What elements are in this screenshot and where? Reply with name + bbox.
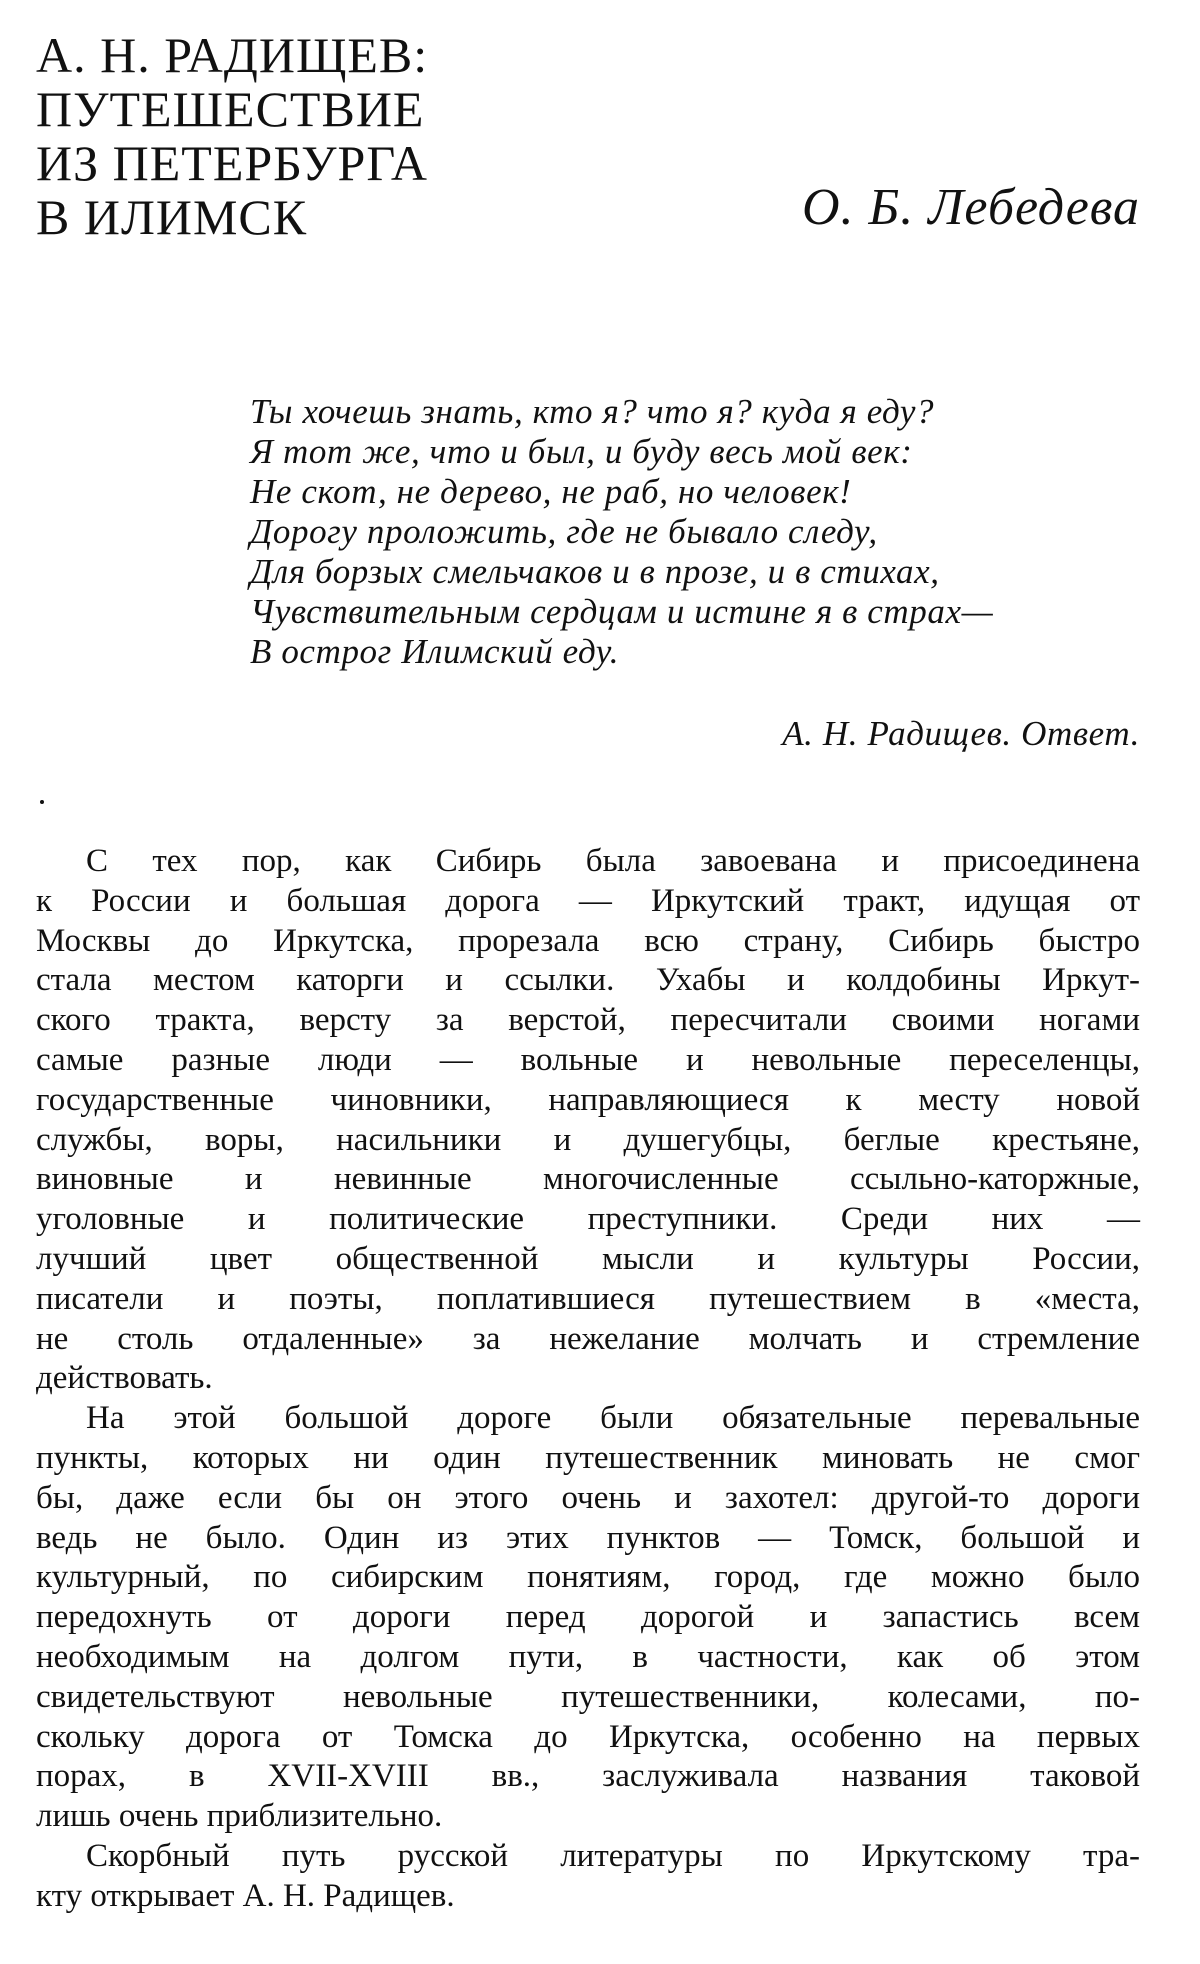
text-line: уголовные и политические преступники. Среди них — — [36, 1201, 1140, 1238]
text-line: свидетельствуют невольные путешественники, колесами, по- — [36, 1678, 1140, 1715]
text-line: кту открывает А. Н. Радищев. — [36, 1877, 455, 1914]
paragraph — [36, 1837, 1140, 1917]
text-line: передохнуть от дороги перед дорогой и запастись всем — [36, 1599, 1140, 1636]
text-line: необходимым на долгом пути, в частности, как об этом — [36, 1638, 1140, 1675]
epigraph-line: Дорогу проложить, где не бывало следу, — [250, 512, 878, 551]
epigraph-line: Я тот же, что и был, и буду весь мой век: — [250, 432, 913, 471]
text-line: лишь очень приблизительно. — [36, 1798, 443, 1835]
title-line: ПУТЕШЕСТВИЕ — [36, 81, 425, 137]
text-line: бы, даже если бы он этого очень и захотел: другой-то дороги — [36, 1479, 1140, 1516]
text-line: стала местом каторги и ссылки. Ухабы и колдобины Иркут- — [36, 962, 1140, 999]
text-line: лучший цвет общественной мысли и культуры России, — [36, 1240, 1140, 1277]
text-line: На этой большой дороге были обязательные перевальные — [86, 1400, 1140, 1437]
stray-dot — [40, 800, 44, 804]
text-line: к России и большая дорога — Иркутский тракт, идущая от — [36, 882, 1140, 919]
title-line: В ИЛИМСК — [36, 189, 308, 245]
epigraph-line: Не скот, не дерево, не раб, но человек! — [250, 472, 852, 511]
article-body — [36, 842, 1140, 1917]
epigraph — [250, 392, 1140, 753]
epigraph-line: Чувствительным сердцам и истине я в страх— — [250, 592, 994, 631]
text-line: действовать. — [36, 1360, 213, 1397]
epigraph-line: Для борзых смельчаков и в прозе, и в стихах, — [250, 552, 940, 591]
paragraph — [36, 842, 1140, 1399]
text-line: виновные и невинные многочисленные ссыльно-каторжные, — [36, 1161, 1140, 1198]
text-line: ведь не было. Один из этих пунктов — Томск, большой и — [36, 1519, 1140, 1556]
text-line: Москвы до Иркутска, прорезала всю страну, Сибирь быстро — [36, 922, 1140, 959]
text-line: государственные чиновники, направляющиеся к месту новой — [36, 1081, 1140, 1118]
article-author: О. Б. Лебедева — [801, 179, 1140, 236]
epigraph-line: Ты хочешь знать, кто я? что я? куда я еду? — [250, 392, 935, 431]
text-line: культурный, по сибирским понятиям, город, где можно было — [36, 1559, 1140, 1596]
text-line: скольку дорога от Томска до Иркутска, особенно на первых — [36, 1718, 1140, 1755]
text-line: Скорбный путь русской литературы по Иркутскому тра- — [86, 1837, 1140, 1874]
text-line: С тех пор, как Сибирь была завоевана и присоединена — [86, 843, 1140, 879]
text-line: порах, в XVII-XVIII вв., заслуживала названия таковой — [36, 1758, 1140, 1795]
epigraph-source: А. Н. Радищев. Ответ. — [782, 714, 1140, 753]
title-line: ИЗ ПЕТЕРБУРГА — [36, 135, 428, 191]
article-title — [36, 28, 596, 244]
text-line: самые разные люди — вольные и невольные переселенцы, — [36, 1041, 1140, 1078]
epigraph-line: В острог Илимский еду. — [250, 632, 620, 671]
text-line: ского тракта, версту за верстой, пересчитали своими ногами — [36, 1002, 1140, 1039]
text-line: писатели и поэты, поплатившиеся путешествием в «места, — [36, 1280, 1140, 1317]
text-line: не столь отдаленные» за нежелание молчать и стремление — [36, 1320, 1140, 1357]
paragraph — [36, 1399, 1140, 1837]
text-line: пункты, которых ни один путешественник миновать не смог — [36, 1439, 1140, 1476]
title-line: А. Н. РАДИЩЕВ: — [36, 27, 429, 83]
text-line: службы, воры, насильники и душегубцы, беглые крестьяне, — [36, 1121, 1140, 1158]
